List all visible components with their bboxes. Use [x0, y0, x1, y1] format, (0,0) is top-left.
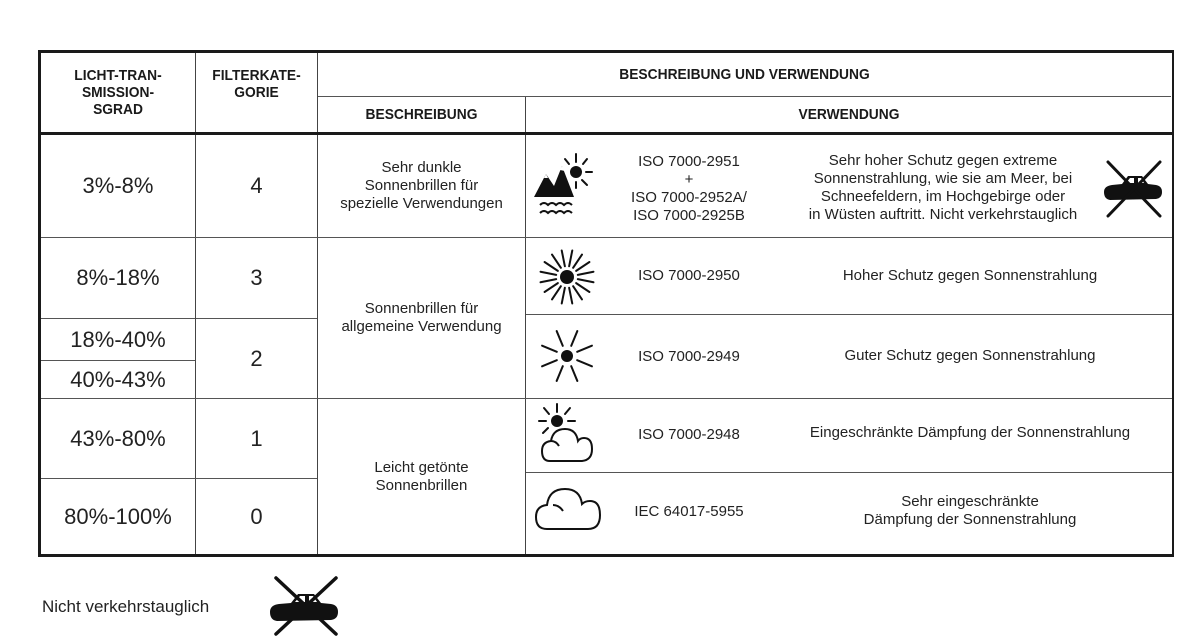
standard-cell: [603, 473, 775, 551]
category-cell: [196, 319, 317, 398]
transmission-value: 43%-80%: [70, 425, 166, 451]
usage-line: Guter Schutz gegen Sonnenstrahlung: [844, 347, 1096, 364]
sun-ray: [541, 272, 557, 275]
sun-ray: [545, 262, 558, 271]
strong-sun-icon: [537, 246, 597, 308]
transmission-value: 3%-8%: [82, 173, 154, 198]
sun-ray: [552, 286, 561, 299]
header-transmission-line: SMISSION-: [81, 84, 155, 101]
standard-cell: [603, 398, 775, 472]
category-value: 0: [250, 503, 263, 529]
description-cell: [318, 135, 525, 237]
header-transmission-line: LICHT-TRAN-: [74, 67, 162, 84]
mountain-sun-water-icon: [532, 150, 594, 220]
standard-cell: [603, 318, 775, 396]
description-line: spezielle Verwendungen: [340, 195, 503, 212]
no-driving-car-icon: [1098, 158, 1168, 220]
transmission-value: 40%-43%: [70, 366, 166, 392]
category-value: 4: [250, 173, 263, 198]
usage-line: Eingeschränkte Dämpfung der Sonnenstrahlung: [809, 424, 1131, 441]
sun-ray: [573, 286, 582, 299]
transmission-value: 18%-40%: [70, 326, 166, 352]
header-description-text: BESCHREIBUNG: [365, 106, 478, 123]
sun-ray: [557, 366, 563, 381]
header-transmission: [47, 53, 189, 132]
sun-behind-cloud-icon: [535, 401, 601, 467]
description-line: Sonnenbrillen für: [364, 300, 479, 317]
legend-label: Nicht verkehrstauglich: [42, 597, 210, 616]
category-value: 2: [250, 345, 263, 371]
standard-line: ISO 7000-2948: [638, 426, 740, 443]
sun-ray: [552, 255, 561, 268]
usage-line: Sehr hoher Schutz gegen extreme: [828, 152, 1058, 169]
no-driving-car-icon: [262, 574, 346, 638]
standard-line: ISO 7000-2925B: [633, 207, 745, 224]
usage-cell: [775, 318, 1165, 394]
standard-cell: [603, 238, 775, 314]
transmission-value: 80%-100%: [64, 503, 172, 529]
description-cell: [318, 238, 525, 398]
usage-line: Sehr eingeschränkte: [901, 493, 1039, 510]
usage-cell: [775, 238, 1165, 314]
sun-ray: [557, 331, 563, 346]
sun-icon: [537, 325, 597, 387]
sun-ray: [576, 283, 589, 292]
description-cell: [318, 399, 525, 554]
sun-ray: [573, 255, 582, 268]
sun-ray: [541, 279, 557, 282]
description-line: Sonnenbrillen für: [364, 177, 479, 194]
category-value: 1: [250, 425, 263, 451]
transmission-cell: [41, 479, 195, 554]
cloud-icon: [533, 483, 603, 533]
description-line: allgemeine Verwendung: [341, 318, 502, 335]
sun-ray: [578, 279, 594, 282]
header-usage: [552, 97, 1146, 132]
transmission-value: 8%-18%: [76, 265, 160, 290]
standard-line: ISO 7000-2949: [638, 348, 740, 365]
sun-ray: [578, 272, 594, 275]
usage-line: Hoher Schutz gegen Sonnenstrahlung: [842, 267, 1098, 284]
sun-ray: [562, 251, 565, 267]
category-cell: [196, 238, 317, 318]
sun-ray: [542, 360, 557, 366]
header-description: [326, 97, 516, 132]
header-usage-text: VERWENDUNG: [798, 106, 900, 123]
standard-cell: [603, 148, 775, 230]
divider: [526, 314, 1172, 315]
transmission-cell: [41, 399, 195, 478]
sun-ray: [569, 288, 572, 304]
description-line: Leicht getönte: [374, 458, 469, 476]
sun-ray: [576, 262, 589, 271]
category-cell: [196, 399, 317, 478]
sun-ray: [571, 366, 577, 381]
divider: [525, 96, 526, 554]
standard-line: ISO 7000-2951: [638, 153, 740, 170]
transmission-cell: [41, 238, 195, 318]
standard-line: IEC 64017-5955: [634, 503, 744, 520]
standard-line: +: [684, 171, 694, 188]
sun-ray: [571, 331, 577, 346]
category-cell: [196, 135, 317, 237]
header-group-title: [352, 53, 1137, 96]
category-value: 3: [250, 265, 263, 290]
transmission-cell: [41, 319, 195, 360]
description-line: Sehr dunkle: [381, 159, 462, 176]
usage-cell: [775, 396, 1165, 470]
sun-ray: [577, 360, 592, 366]
category-cell: [196, 479, 317, 554]
description-line: Sonnenbrillen: [375, 476, 468, 494]
sun-ray: [569, 251, 572, 267]
sun-ray: [562, 288, 565, 304]
usage-line: Dämpfung der Sonnenstrahlung: [863, 511, 1077, 528]
usage-line: Schneefeldern, im Hochgebirge oder: [820, 188, 1066, 205]
transmission-cell: [41, 361, 195, 398]
transmission-cell: [41, 135, 195, 237]
usage-line: in Wüsten auftritt. Nicht verkehrstauglich: [808, 206, 1078, 223]
sun-ray: [577, 346, 592, 352]
usage-cell: [775, 146, 1111, 230]
header-transmission-line: SGRAD: [93, 101, 143, 118]
header-category-line: GORIE: [234, 84, 279, 101]
header-category: [201, 53, 312, 132]
header-category-line: FILTERKATE-: [212, 67, 301, 84]
standard-line: ISO 7000-2952A/: [631, 189, 747, 206]
standard-line: ISO 7000-2950: [638, 267, 740, 284]
usage-cell: [775, 473, 1165, 549]
header-group-title-text: BESCHREIBUNG UND VERWENDUNG: [619, 66, 870, 83]
sun-ray: [545, 283, 558, 292]
sun-ray: [542, 346, 557, 352]
usage-line: Sonnenstrahlung, wie sie am Meer, bei: [813, 170, 1073, 187]
